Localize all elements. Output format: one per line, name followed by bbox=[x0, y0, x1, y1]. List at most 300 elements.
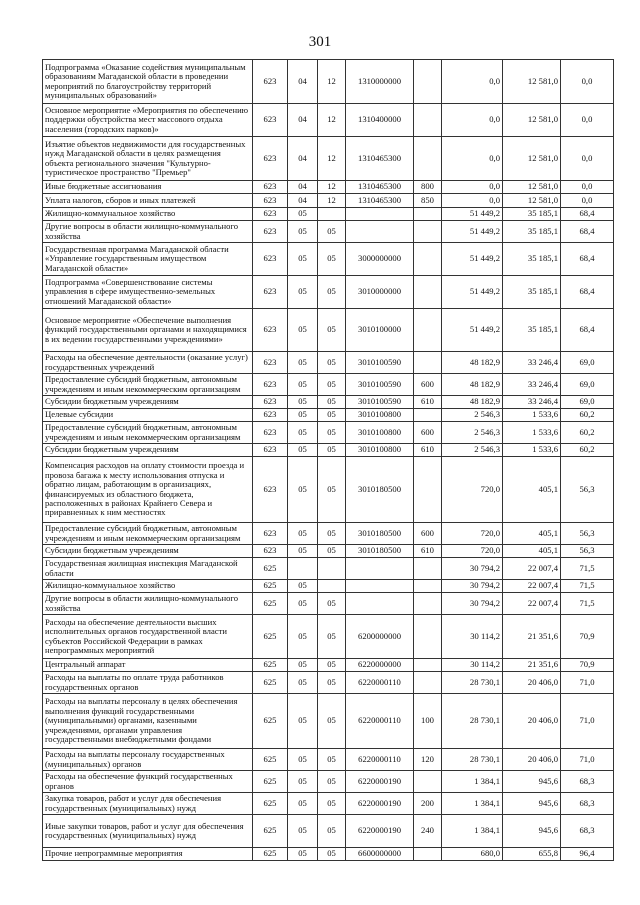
execution-percent-cell: 60,2 bbox=[561, 409, 614, 422]
row-name-cell: Иные закупки товаров, работ и услуг для обеспечения государственных (муниципальных) нужд bbox=[43, 815, 253, 848]
ved-code-cell: 623 bbox=[253, 374, 288, 396]
subsection-code-cell bbox=[318, 580, 346, 593]
row-name-cell: Государственная программа Магаданской области «Управление государственным имуществом Магаданской области» bbox=[43, 243, 253, 276]
subsection-code-cell bbox=[318, 558, 346, 580]
subsection-code-cell: 05 bbox=[318, 615, 346, 659]
execution-percent-cell: 71,5 bbox=[561, 558, 614, 580]
execution-percent-cell: 96,4 bbox=[561, 848, 614, 861]
subsection-code-cell: 05 bbox=[318, 243, 346, 276]
target-article-cell bbox=[346, 558, 414, 580]
subsection-code-cell: 05 bbox=[318, 523, 346, 545]
target-article-cell: 3010180500 bbox=[346, 523, 414, 545]
plan-amount-cell: 2 546,3 bbox=[442, 409, 503, 422]
actual-amount-cell: 20 406,0 bbox=[503, 672, 561, 694]
expense-type-cell bbox=[414, 243, 442, 276]
actual-amount-cell: 22 007,4 bbox=[503, 593, 561, 615]
table-row bbox=[43, 208, 614, 221]
expense-type-cell bbox=[414, 208, 442, 221]
table-row bbox=[43, 848, 614, 861]
plan-amount-cell: 0,0 bbox=[442, 104, 503, 137]
execution-percent-cell: 60,2 bbox=[561, 444, 614, 457]
expense-type-cell bbox=[414, 352, 442, 374]
row-name-cell: Расходы на обеспечение деятельности (оказание услуг) государственных учреждений bbox=[43, 352, 253, 374]
row-name-cell: Подпрограмма «Оказание содействия муниципальным образованиям Магаданской области в проведении мероприятий по благоустройству территорий муниципальных образований» bbox=[43, 60, 253, 104]
execution-percent-cell: 0,0 bbox=[561, 60, 614, 104]
row-name-cell: Изъятие объектов недвижимости для государственных нужд Магаданской области в целях размещения объекта регионального значения "Культурно-туристическое пространство "Премьер" bbox=[43, 137, 253, 181]
actual-amount-cell: 12 581,0 bbox=[503, 104, 561, 137]
expense-type-cell bbox=[414, 615, 442, 659]
expense-type-cell bbox=[414, 771, 442, 793]
actual-amount-cell: 945,6 bbox=[503, 793, 561, 815]
actual-amount-cell: 35 185,1 bbox=[503, 243, 561, 276]
subsection-code-cell: 05 bbox=[318, 352, 346, 374]
section-code-cell: 05 bbox=[288, 409, 318, 422]
expense-type-cell bbox=[414, 409, 442, 422]
table-row bbox=[43, 409, 614, 422]
row-name-cell: Расходы на выплаты по оплате труда работников государственных органов bbox=[43, 672, 253, 694]
table-row bbox=[43, 694, 614, 749]
plan-amount-cell: 680,0 bbox=[442, 848, 503, 861]
section-code-cell: 05 bbox=[288, 672, 318, 694]
target-article-cell: 6220000000 bbox=[346, 659, 414, 672]
ved-code-cell: 625 bbox=[253, 793, 288, 815]
plan-amount-cell: 51 449,2 bbox=[442, 208, 503, 221]
ved-code-cell: 623 bbox=[253, 523, 288, 545]
table-row bbox=[43, 593, 614, 615]
table-row bbox=[43, 523, 614, 545]
plan-amount-cell: 0,0 bbox=[442, 194, 503, 208]
ved-code-cell: 623 bbox=[253, 352, 288, 374]
subsection-code-cell: 05 bbox=[318, 276, 346, 309]
execution-percent-cell: 56,3 bbox=[561, 523, 614, 545]
row-name-cell: Субсидии бюджетным учреждениям bbox=[43, 545, 253, 558]
subsection-code-cell: 05 bbox=[318, 396, 346, 409]
actual-amount-cell: 1 533,6 bbox=[503, 444, 561, 457]
subsection-code-cell: 05 bbox=[318, 793, 346, 815]
target-article-cell: 6600000000 bbox=[346, 848, 414, 861]
subsection-code-cell: 05 bbox=[318, 848, 346, 861]
plan-amount-cell: 2 546,3 bbox=[442, 444, 503, 457]
subsection-code-cell: 05 bbox=[318, 309, 346, 352]
execution-percent-cell: 70,9 bbox=[561, 659, 614, 672]
actual-amount-cell: 12 581,0 bbox=[503, 194, 561, 208]
execution-percent-cell: 0,0 bbox=[561, 194, 614, 208]
ved-code-cell: 623 bbox=[253, 444, 288, 457]
execution-percent-cell: 68,4 bbox=[561, 309, 614, 352]
actual-amount-cell: 655,8 bbox=[503, 848, 561, 861]
execution-percent-cell: 0,0 bbox=[561, 137, 614, 181]
actual-amount-cell: 35 185,1 bbox=[503, 221, 561, 243]
section-code-cell: 05 bbox=[288, 815, 318, 848]
row-name-cell: Расходы на выплаты персоналу в целях обеспечения выполнения функций государственными (муниципальными) органами, казенными учреждениями, органами управления государственными внебюджетными фондами bbox=[43, 694, 253, 749]
execution-percent-cell: 68,4 bbox=[561, 208, 614, 221]
plan-amount-cell: 1 384,1 bbox=[442, 793, 503, 815]
actual-amount-cell: 12 581,0 bbox=[503, 181, 561, 194]
section-code-cell: 05 bbox=[288, 523, 318, 545]
row-name-cell: Другие вопросы в области жилищно-коммунального хозяйства bbox=[43, 221, 253, 243]
expense-type-cell bbox=[414, 558, 442, 580]
section-code-cell: 05 bbox=[288, 793, 318, 815]
section-code-cell: 05 bbox=[288, 457, 318, 523]
subsection-code-cell: 12 bbox=[318, 104, 346, 137]
execution-percent-cell: 68,4 bbox=[561, 221, 614, 243]
section-code-cell: 05 bbox=[288, 221, 318, 243]
plan-amount-cell: 720,0 bbox=[442, 457, 503, 523]
expense-type-cell bbox=[414, 593, 442, 615]
row-name-cell: Расходы на обеспечение деятельности высших исполнительных органов государственной власти субъектов Российской Федерации в рамках непрограммных мероприятий bbox=[43, 615, 253, 659]
row-name-cell: Уплата налогов, сборов и иных платежей bbox=[43, 194, 253, 208]
table-row bbox=[43, 243, 614, 276]
ved-code-cell: 623 bbox=[253, 243, 288, 276]
ved-code-cell: 623 bbox=[253, 221, 288, 243]
ved-code-cell: 623 bbox=[253, 409, 288, 422]
subsection-code-cell: 05 bbox=[318, 815, 346, 848]
actual-amount-cell: 22 007,4 bbox=[503, 558, 561, 580]
row-name-cell: Субсидии бюджетным учреждениям bbox=[43, 444, 253, 457]
ved-code-cell: 623 bbox=[253, 276, 288, 309]
plan-amount-cell: 48 182,9 bbox=[442, 374, 503, 396]
expense-type-cell: 610 bbox=[414, 444, 442, 457]
plan-amount-cell: 30 794,2 bbox=[442, 593, 503, 615]
ved-code-cell: 625 bbox=[253, 771, 288, 793]
table-row bbox=[43, 137, 614, 181]
section-code-cell: 05 bbox=[288, 659, 318, 672]
target-article-cell: 1310465300 bbox=[346, 194, 414, 208]
actual-amount-cell: 35 185,1 bbox=[503, 276, 561, 309]
subsection-code-cell: 05 bbox=[318, 771, 346, 793]
actual-amount-cell: 405,1 bbox=[503, 457, 561, 523]
subsection-code-cell: 05 bbox=[318, 659, 346, 672]
section-code-cell: 04 bbox=[288, 194, 318, 208]
expense-type-cell: 600 bbox=[414, 422, 442, 444]
actual-amount-cell: 945,6 bbox=[503, 771, 561, 793]
execution-percent-cell: 71,0 bbox=[561, 694, 614, 749]
section-code-cell: 04 bbox=[288, 60, 318, 104]
target-article-cell: 6220000190 bbox=[346, 793, 414, 815]
expense-type-cell bbox=[414, 580, 442, 593]
ved-code-cell: 623 bbox=[253, 396, 288, 409]
row-name-cell: Предоставление субсидий бюджетным, автономным учреждениям и иным некоммерческим организациям bbox=[43, 374, 253, 396]
execution-percent-cell: 68,4 bbox=[561, 276, 614, 309]
plan-amount-cell: 28 730,1 bbox=[442, 672, 503, 694]
actual-amount-cell: 21 351,6 bbox=[503, 659, 561, 672]
ved-code-cell: 623 bbox=[253, 181, 288, 194]
plan-amount-cell: 48 182,9 bbox=[442, 396, 503, 409]
row-name-cell: Основное мероприятие «Обеспечение выполнения функций государственными органами и находящимися в их ведении государственными учреждениями» bbox=[43, 309, 253, 352]
execution-percent-cell: 71,0 bbox=[561, 672, 614, 694]
expense-type-cell: 610 bbox=[414, 396, 442, 409]
ved-code-cell: 625 bbox=[253, 558, 288, 580]
table-row bbox=[43, 580, 614, 593]
expense-type-cell bbox=[414, 104, 442, 137]
row-name-cell: Подпрограмма «Совершенствование системы управления в сфере имущественно-земельных отношений Магаданской области» bbox=[43, 276, 253, 309]
row-name-cell: Жилищно-коммунальное хозяйство bbox=[43, 208, 253, 221]
plan-amount-cell: 0,0 bbox=[442, 181, 503, 194]
expense-type-cell bbox=[414, 672, 442, 694]
budget-table bbox=[42, 59, 614, 861]
execution-percent-cell: 69,0 bbox=[561, 352, 614, 374]
target-article-cell bbox=[346, 221, 414, 243]
execution-percent-cell: 68,3 bbox=[561, 771, 614, 793]
expense-type-cell bbox=[414, 848, 442, 861]
row-name-cell: Жилищно-коммунальное хозяйство bbox=[43, 580, 253, 593]
plan-amount-cell: 30 114,2 bbox=[442, 615, 503, 659]
row-name-cell: Расходы на обеспечение функций государственных органов bbox=[43, 771, 253, 793]
subsection-code-cell: 05 bbox=[318, 593, 346, 615]
ved-code-cell: 625 bbox=[253, 672, 288, 694]
target-article-cell: 3010100000 bbox=[346, 309, 414, 352]
execution-percent-cell: 60,2 bbox=[561, 422, 614, 444]
target-article-cell: 3010100590 bbox=[346, 374, 414, 396]
expense-type-cell: 200 bbox=[414, 793, 442, 815]
section-code-cell: 05 bbox=[288, 848, 318, 861]
execution-percent-cell: 56,3 bbox=[561, 457, 614, 523]
ved-code-cell: 623 bbox=[253, 457, 288, 523]
row-name-cell: Прочие непрограммные мероприятия bbox=[43, 848, 253, 861]
ved-code-cell: 625 bbox=[253, 815, 288, 848]
target-article-cell: 6220000190 bbox=[346, 815, 414, 848]
plan-amount-cell: 51 449,2 bbox=[442, 221, 503, 243]
expense-type-cell bbox=[414, 659, 442, 672]
execution-percent-cell: 71,5 bbox=[561, 593, 614, 615]
actual-amount-cell: 405,1 bbox=[503, 545, 561, 558]
plan-amount-cell: 0,0 bbox=[442, 60, 503, 104]
subsection-code-cell: 05 bbox=[318, 457, 346, 523]
plan-amount-cell: 51 449,2 bbox=[442, 243, 503, 276]
target-article-cell bbox=[346, 580, 414, 593]
section-code-cell: 05 bbox=[288, 771, 318, 793]
section-code-cell: 04 bbox=[288, 104, 318, 137]
section-code-cell: 05 bbox=[288, 545, 318, 558]
execution-percent-cell: 69,0 bbox=[561, 396, 614, 409]
ved-code-cell: 625 bbox=[253, 659, 288, 672]
row-name-cell: Целевые субсидии bbox=[43, 409, 253, 422]
row-name-cell: Иные бюджетные ассигнования bbox=[43, 181, 253, 194]
ved-code-cell: 625 bbox=[253, 749, 288, 771]
expense-type-cell: 800 bbox=[414, 181, 442, 194]
expense-type-cell: 850 bbox=[414, 194, 442, 208]
target-article-cell: 6220000110 bbox=[346, 749, 414, 771]
table-row bbox=[43, 221, 614, 243]
table-row bbox=[43, 374, 614, 396]
table-row bbox=[43, 309, 614, 352]
subsection-code-cell: 05 bbox=[318, 374, 346, 396]
target-article-cell: 3010100590 bbox=[346, 352, 414, 374]
actual-amount-cell: 12 581,0 bbox=[503, 60, 561, 104]
table-row bbox=[43, 771, 614, 793]
table-row bbox=[43, 181, 614, 194]
actual-amount-cell: 22 007,4 bbox=[503, 580, 561, 593]
expense-type-cell: 240 bbox=[414, 815, 442, 848]
expense-type-cell: 600 bbox=[414, 374, 442, 396]
ved-code-cell: 623 bbox=[253, 309, 288, 352]
section-code-cell: 05 bbox=[288, 422, 318, 444]
execution-percent-cell: 68,4 bbox=[561, 243, 614, 276]
ved-code-cell: 623 bbox=[253, 137, 288, 181]
table-row bbox=[43, 194, 614, 208]
ved-code-cell: 625 bbox=[253, 593, 288, 615]
target-article-cell: 3010000000 bbox=[346, 276, 414, 309]
execution-percent-cell: 68,3 bbox=[561, 815, 614, 848]
row-name-cell: Основное мероприятие «Мероприятия по обеспечению поддержки обустройства мест массового отдыха населения (городских парков)» bbox=[43, 104, 253, 137]
actual-amount-cell: 33 246,4 bbox=[503, 352, 561, 374]
execution-percent-cell: 68,3 bbox=[561, 793, 614, 815]
expense-type-cell: 600 bbox=[414, 523, 442, 545]
table-row bbox=[43, 749, 614, 771]
subsection-code-cell: 05 bbox=[318, 444, 346, 457]
table-row bbox=[43, 793, 614, 815]
table-row bbox=[43, 558, 614, 580]
actual-amount-cell: 1 533,6 bbox=[503, 422, 561, 444]
section-code-cell: 05 bbox=[288, 309, 318, 352]
ved-code-cell: 623 bbox=[253, 104, 288, 137]
table-row bbox=[43, 457, 614, 523]
target-article-cell: 3010180500 bbox=[346, 457, 414, 523]
table-row bbox=[43, 815, 614, 848]
actual-amount-cell: 20 406,0 bbox=[503, 694, 561, 749]
target-article-cell: 3010100800 bbox=[346, 422, 414, 444]
table-row bbox=[43, 444, 614, 457]
table-row bbox=[43, 60, 614, 104]
table-row bbox=[43, 545, 614, 558]
execution-percent-cell: 71,0 bbox=[561, 749, 614, 771]
ved-code-cell: 625 bbox=[253, 580, 288, 593]
execution-percent-cell: 0,0 bbox=[561, 181, 614, 194]
ved-code-cell: 623 bbox=[253, 422, 288, 444]
plan-amount-cell: 30 794,2 bbox=[442, 580, 503, 593]
plan-amount-cell: 28 730,1 bbox=[442, 749, 503, 771]
subsection-code-cell: 05 bbox=[318, 672, 346, 694]
subsection-code-cell: 12 bbox=[318, 194, 346, 208]
subsection-code-cell: 12 bbox=[318, 137, 346, 181]
ved-code-cell: 623 bbox=[253, 194, 288, 208]
ved-code-cell: 623 bbox=[253, 208, 288, 221]
target-article-cell: 1310400000 bbox=[346, 104, 414, 137]
expense-type-cell bbox=[414, 60, 442, 104]
target-article-cell bbox=[346, 593, 414, 615]
section-code-cell: 05 bbox=[288, 593, 318, 615]
section-code-cell: 05 bbox=[288, 396, 318, 409]
plan-amount-cell: 2 546,3 bbox=[442, 422, 503, 444]
target-article-cell: 1310465300 bbox=[346, 137, 414, 181]
target-article-cell: 3010100590 bbox=[346, 396, 414, 409]
target-article-cell: 3010100800 bbox=[346, 444, 414, 457]
target-article-cell: 1310000000 bbox=[346, 60, 414, 104]
section-code-cell: 05 bbox=[288, 276, 318, 309]
execution-percent-cell: 69,0 bbox=[561, 374, 614, 396]
table-row bbox=[43, 615, 614, 659]
section-code-cell: 05 bbox=[288, 374, 318, 396]
ved-code-cell: 623 bbox=[253, 545, 288, 558]
expense-type-cell bbox=[414, 221, 442, 243]
plan-amount-cell: 48 182,9 bbox=[442, 352, 503, 374]
target-article-cell: 6220000110 bbox=[346, 694, 414, 749]
table-row bbox=[43, 276, 614, 309]
plan-amount-cell: 720,0 bbox=[442, 523, 503, 545]
ved-code-cell: 625 bbox=[253, 615, 288, 659]
plan-amount-cell: 1 384,1 bbox=[442, 815, 503, 848]
row-name-cell: Предоставление субсидий бюджетным, автономным учреждениям и иным некоммерческим организациям bbox=[43, 523, 253, 545]
ved-code-cell: 625 bbox=[253, 848, 288, 861]
expense-type-cell bbox=[414, 276, 442, 309]
actual-amount-cell: 33 246,4 bbox=[503, 396, 561, 409]
plan-amount-cell: 30 114,2 bbox=[442, 659, 503, 672]
table-row bbox=[43, 672, 614, 694]
execution-percent-cell: 70,9 bbox=[561, 615, 614, 659]
execution-percent-cell: 71,5 bbox=[561, 580, 614, 593]
actual-amount-cell: 35 185,1 bbox=[503, 309, 561, 352]
section-code-cell: 05 bbox=[288, 352, 318, 374]
expense-type-cell: 120 bbox=[414, 749, 442, 771]
plan-amount-cell: 1 384,1 bbox=[442, 771, 503, 793]
plan-amount-cell: 30 794,2 bbox=[442, 558, 503, 580]
subsection-code-cell: 05 bbox=[318, 422, 346, 444]
subsection-code-cell: 12 bbox=[318, 60, 346, 104]
section-code-cell: 05 bbox=[288, 243, 318, 276]
row-name-cell: Другие вопросы в области жилищно-коммунального хозяйства bbox=[43, 593, 253, 615]
subsection-code-cell: 05 bbox=[318, 749, 346, 771]
actual-amount-cell: 1 533,6 bbox=[503, 409, 561, 422]
subsection-code-cell: 05 bbox=[318, 545, 346, 558]
subsection-code-cell: 05 bbox=[318, 409, 346, 422]
subsection-code-cell: 05 bbox=[318, 221, 346, 243]
target-article-cell: 3010180500 bbox=[346, 545, 414, 558]
expense-type-cell bbox=[414, 137, 442, 181]
actual-amount-cell: 20 406,0 bbox=[503, 749, 561, 771]
row-name-cell: Центральный аппарат bbox=[43, 659, 253, 672]
table-row bbox=[43, 352, 614, 374]
row-name-cell: Предоставление субсидий бюджетным, автономным учреждениям и иным некоммерческим организациям bbox=[43, 422, 253, 444]
row-name-cell: Компенсация расходов на оплату стоимости проезда и провоза багажа к месту использования отпуска и обратно лицам, работающим в организациях, финансируемых из областного бюджета, расположенных в районах Крайнего Севера и приравненных к ним местностях bbox=[43, 457, 253, 523]
target-article-cell: 1310465300 bbox=[346, 181, 414, 194]
target-article-cell: 6220000190 bbox=[346, 771, 414, 793]
section-code-cell: 05 bbox=[288, 444, 318, 457]
expense-type-cell bbox=[414, 309, 442, 352]
table-row bbox=[43, 104, 614, 137]
plan-amount-cell: 0,0 bbox=[442, 137, 503, 181]
row-name-cell: Субсидии бюджетным учреждениям bbox=[43, 396, 253, 409]
row-name-cell: Государственная жилищная инспекция Магаданской области bbox=[43, 558, 253, 580]
subsection-code-cell: 12 bbox=[318, 181, 346, 194]
plan-amount-cell: 28 730,1 bbox=[442, 694, 503, 749]
target-article-cell bbox=[346, 208, 414, 221]
plan-amount-cell: 51 449,2 bbox=[442, 309, 503, 352]
table-row bbox=[43, 396, 614, 409]
expense-type-cell: 610 bbox=[414, 545, 442, 558]
section-code-cell: 05 bbox=[288, 615, 318, 659]
target-article-cell: 6220000110 bbox=[346, 672, 414, 694]
target-article-cell: 3010100800 bbox=[346, 409, 414, 422]
section-code-cell: 04 bbox=[288, 137, 318, 181]
actual-amount-cell: 12 581,0 bbox=[503, 137, 561, 181]
ved-code-cell: 623 bbox=[253, 60, 288, 104]
page-number: 301 bbox=[308, 34, 332, 50]
section-code-cell: 05 bbox=[288, 580, 318, 593]
actual-amount-cell: 945,6 bbox=[503, 815, 561, 848]
execution-percent-cell: 0,0 bbox=[561, 104, 614, 137]
section-code-cell bbox=[288, 558, 318, 580]
section-code-cell: 04 bbox=[288, 181, 318, 194]
actual-amount-cell: 33 246,4 bbox=[503, 374, 561, 396]
plan-amount-cell: 51 449,2 bbox=[442, 276, 503, 309]
actual-amount-cell: 405,1 bbox=[503, 523, 561, 545]
expense-type-cell: 100 bbox=[414, 694, 442, 749]
subsection-code-cell bbox=[318, 208, 346, 221]
section-code-cell: 05 bbox=[288, 208, 318, 221]
actual-amount-cell: 35 185,1 bbox=[503, 208, 561, 221]
target-article-cell: 6200000000 bbox=[346, 615, 414, 659]
expense-type-cell bbox=[414, 457, 442, 523]
